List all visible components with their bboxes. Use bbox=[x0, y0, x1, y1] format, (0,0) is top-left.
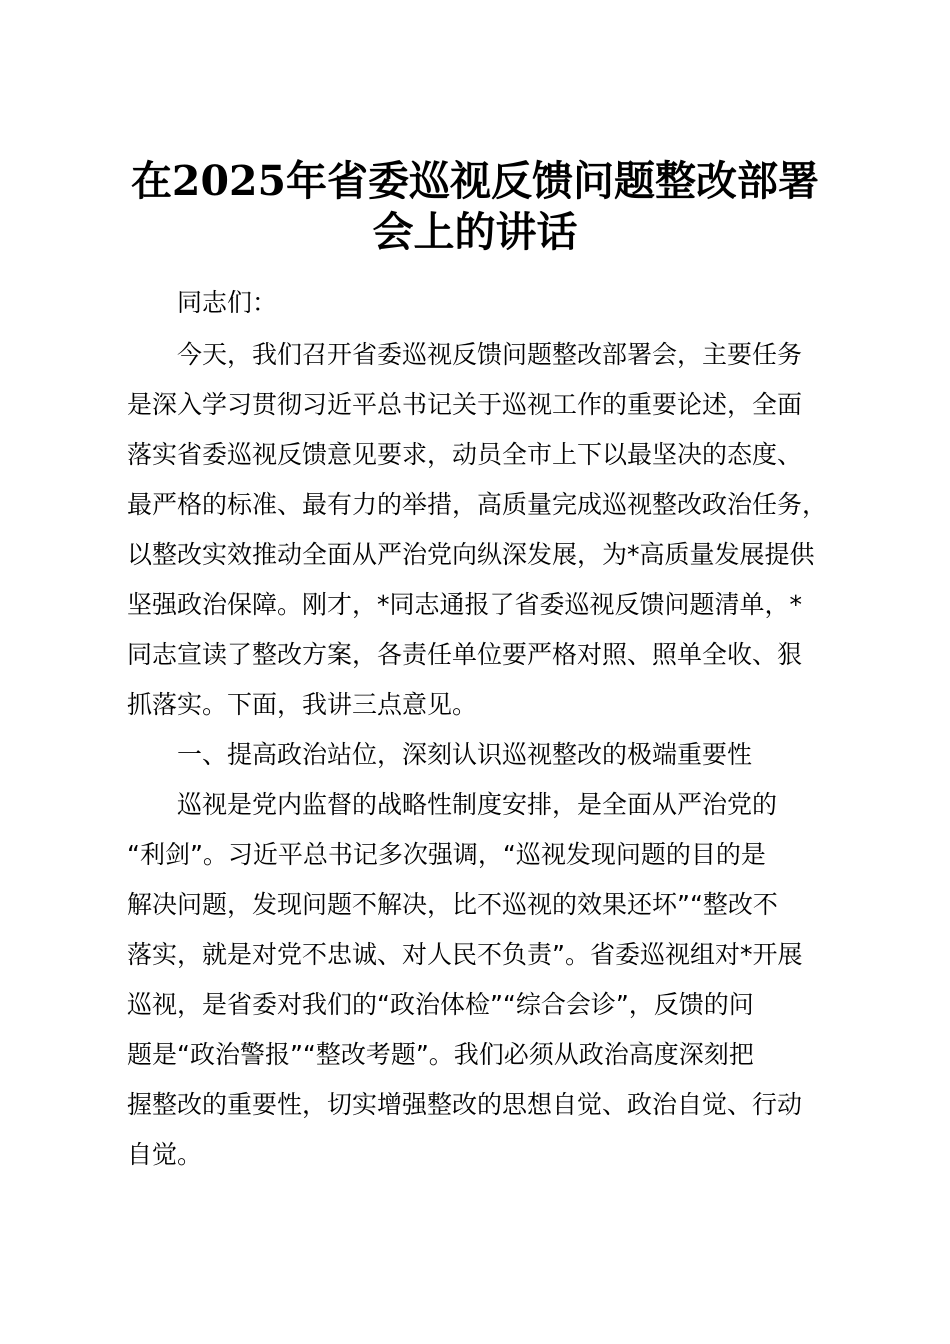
paragraph-2-line: 解决问题，发现问题不解决，比不巡视的效果还坏”“整改不 bbox=[127, 890, 778, 919]
paragraph-2-line: “利剑”。习近平总书记多次强调，“巡视发现问题的目的是 bbox=[127, 840, 766, 869]
document-title-line-1: 在2025年省委巡视反馈问题整改部署 bbox=[130, 157, 820, 205]
paragraph-2-line: 题是“政治警报”“整改考题”。我们必须从政治高度深刻把 bbox=[127, 1040, 754, 1069]
document-title-line-2: 会上的讲话 bbox=[372, 208, 578, 256]
paragraph-2-line: 落实，就是对党不忠诚、对人民不负责”。省委巡视组对*开展 bbox=[127, 940, 803, 969]
paragraph-2-line: 巡视，是省委对我们的“政治体检”“综合会诊”，反馈的问 bbox=[127, 990, 754, 1019]
paragraph-1-line: 以整改实效推动全面从严治党向纵深发展，为*高质量发展提供 bbox=[127, 540, 815, 569]
paragraph-2-line: 自觉。 bbox=[127, 1140, 203, 1169]
paragraph-1-line: 今天，我们召开省委巡视反馈问题整改部署会，主要任务 bbox=[177, 340, 803, 369]
paragraph-2-line: 握整改的重要性，切实增强整改的思想自觉、政治自觉、行动 bbox=[127, 1090, 803, 1119]
paragraph-1-line: 坚强政治保障。刚才，*同志通报了省委巡视反馈问题清单，* bbox=[127, 590, 803, 619]
paragraph-1-line: 是深入学习贯彻习近平总书记关于巡视工作的重要论述，全面 bbox=[127, 390, 803, 419]
salutation: 同志们： bbox=[177, 288, 278, 317]
paragraph-1-line: 落实省委巡视反馈意见要求，动员全市上下以最坚决的态度、 bbox=[127, 440, 803, 469]
paragraph-1-line: 最严格的标准、最有力的举措，高质量完成巡视整改政治任务， bbox=[127, 490, 828, 519]
section-1-heading: 一、提高政治站位，深刻认识巡视整改的极端重要性 bbox=[177, 740, 753, 769]
paragraph-1-line: 同志宣读了整改方案，各责任单位要严格对照、照单全收、狠 bbox=[127, 640, 803, 669]
paragraph-1-line: 抓落实。下面，我讲三点意见。 bbox=[127, 690, 478, 719]
paragraph-2-line: 巡视是党内监督的战略性制度安排，是全面从严治党的 bbox=[177, 790, 778, 819]
